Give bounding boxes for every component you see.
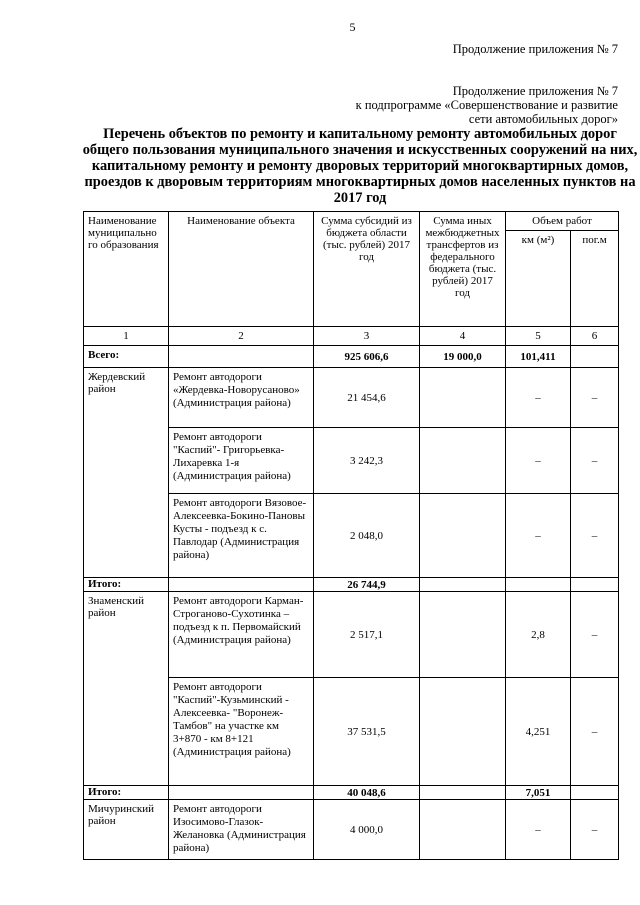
subtotal-object-cell (169, 786, 314, 800)
col-header-municipality: Наименование муниципально го образования (84, 212, 169, 327)
km-cell: 4,251 (506, 678, 571, 786)
object-cell: Ремонт автодороги Карман-Строганово-Сухотинка – подъезд к п. Первомайский (Администрация района) (169, 592, 314, 678)
col-number: 2 (169, 327, 314, 346)
total-transfers: 19 000,0 (420, 346, 506, 368)
subtotal-transfers-cell (420, 786, 506, 800)
total-label: Всего: (84, 346, 169, 368)
objects-table (83, 211, 619, 860)
col-number: 6 (571, 327, 619, 346)
subtotal-row (84, 578, 619, 592)
total-pogm (571, 346, 619, 368)
col-header-object: Наименование объекта (169, 212, 314, 327)
subtotal-km (506, 578, 571, 592)
table-row (84, 800, 619, 860)
transfers-cell (420, 368, 506, 428)
col-header-km: км (м²) (506, 231, 571, 327)
col-number: 3 (314, 327, 420, 346)
subtotal-pogm-cell (571, 578, 619, 592)
col-number: 5 (506, 327, 571, 346)
column-numbers-row (84, 327, 619, 346)
col-header-subsidy: Сумма субсидий из бюджета области (тыс. рублей) 2017 год (314, 212, 420, 327)
municipality-cell: Знаменский район (84, 592, 169, 786)
pogm-cell: – (571, 592, 619, 678)
subtotal-transfers-cell (420, 578, 506, 592)
appendix-reference-line-3: сети автомобильных дорог» (468, 112, 618, 126)
pogm-cell: – (571, 678, 619, 786)
col-header-pogm: пог.м (571, 231, 619, 327)
object-cell: Ремонт автодороги "Каспий"- Григорьевка-Лихаревка 1-я (Администрация района) (169, 428, 314, 494)
page-number: 5 (349, 20, 356, 34)
transfers-cell (420, 800, 506, 860)
pogm-cell: – (571, 428, 619, 494)
subsidy-cell: 3 242,3 (314, 428, 420, 494)
km-cell: – (506, 494, 571, 578)
municipality-cell: Мичуринский район (84, 800, 169, 860)
pogm-cell: – (571, 368, 619, 428)
subsidy-cell: 4 000,0 (314, 800, 420, 860)
col-number: 4 (420, 327, 506, 346)
transfers-cell (420, 428, 506, 494)
pogm-cell: – (571, 800, 619, 860)
total-row (84, 346, 619, 368)
subtotal-subsidy: 40 048,6 (314, 786, 420, 800)
subsidy-cell: 2 517,1 (314, 592, 420, 678)
table-row (84, 592, 619, 678)
subtotal-object-cell (169, 578, 314, 592)
subsidy-cell: 2 048,0 (314, 494, 420, 578)
table-row (84, 368, 619, 428)
object-cell: Ремонт автодороги «Жердевка-Новорусаново» (Администрация района) (169, 368, 314, 428)
municipality-cell: Жердевский район (84, 368, 169, 578)
subsidy-cell: 21 454,6 (314, 368, 420, 428)
transfers-cell (420, 494, 506, 578)
transfers-cell (420, 678, 506, 786)
appendix-reference (356, 84, 618, 126)
subtotal-label: Итого: (84, 578, 169, 592)
appendix-reference-line-1: Продолжение приложения № 7 (452, 84, 618, 98)
subtotal-row (84, 786, 619, 800)
total-km: 101,411 (506, 346, 571, 368)
object-cell: Ремонт автодороги Изосимово-Глазок-Желановка (Администрация района) (169, 800, 314, 860)
pogm-cell: – (571, 494, 619, 578)
col-number: 1 (84, 327, 169, 346)
subtotal-pogm-cell (571, 786, 619, 800)
km-cell: 2,8 (506, 592, 571, 678)
header-row (84, 212, 619, 231)
col-header-transfers: Сумма иных межбюджетных трансфертов из федерального бюджета (тыс. рублей) 2017 год (420, 212, 506, 327)
subtotal-subsidy: 26 744,9 (314, 578, 420, 592)
total-object-cell (169, 346, 314, 368)
subtotal-km: 7,051 (506, 786, 571, 800)
document-title: Перечень объектов по ремонту и капитальному ремонту автомобильных дорог общего пользования муниципального значения и искусственных сооружений на них, капитальному ремонту и ремонту дворовых территорий многоквартирных домов, проездов к дворовым территориям многоквартирных домов населенных пунктов на 2017 год (82, 126, 638, 206)
subtotal-label: Итого: (84, 786, 169, 800)
appendix-reference-line-2: к подпрограмме «Совершенствование и развитие (355, 98, 618, 112)
km-cell: – (506, 368, 571, 428)
km-cell: – (506, 800, 571, 860)
transfers-cell (420, 592, 506, 678)
total-subsidy: 925 606,6 (314, 346, 420, 368)
subsidy-cell: 37 531,5 (314, 678, 420, 786)
km-cell: – (506, 428, 571, 494)
col-header-volume: Объем работ (506, 212, 619, 231)
object-cell: Ремонт автодороги Вязовое- Алексеевка-Бокино-Пановы Кусты - подъезд к с. Павлодар (Администрация района) (169, 494, 314, 578)
continuation-note: Продолжение приложения № 7 (452, 42, 618, 56)
object-cell: Ремонт автодороги "Каспий"-Кузьминский - Алексеевка- "Воронеж-Тамбов" на участке км 3+870 - км 8+121 (Администрация района) (169, 678, 314, 786)
table-body (84, 327, 619, 860)
